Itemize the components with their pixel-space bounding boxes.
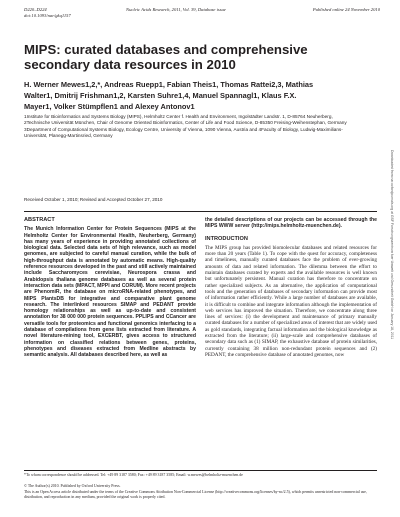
abstract-column: [24, 217, 196, 359]
copyright-notice: © The Author(s) 2010. Published by Oxford University Press.: [24, 484, 121, 488]
header-published-date: Published online 24 November 2010: [312, 7, 380, 12]
abstract-continuation: the detailed descriptions of our projects can be accessed through the MIPS WWW server (http://mips.helmholtz-muenchen.de).: [205, 217, 377, 230]
introduction-text: The MIPS group has provided biomolecular databases and related resources for more than 20 years (Table 1). To cope with the quest for accuracy, completeness and timeliness, manually curated databases face the problem of ever-growing amounts of data and related information. The dilemma between the effort to maintain databases curated by experts and the available resources is well known but unfortunately persistent. Manual curation has therefore to concentrate on rather specialized subjects. As an alternative, the application of computational tools and the generation of databases of secondary information can provide most of information rather efficiently. While a large number of databases are available, it is difficult to combine and integrate information although the implementation of web services has improved the situation. Therefore, we concentrate along three lines of services: (i) the development and maintenance of primary manually curated databases for a number of specialized areas of interest that are widely used as gold standards, integrating factual information and the biological knowledge as extracted from the literature; (ii) large-scale and comprehensive databases of secondary data such as (1) SIMAP, the exhaustive database of protein similarities, currently containing 38 million non-redundant protein sequences and (2) PEDANT, the comprehensive database of annotated genomes, now: [205, 244, 377, 358]
download-sidebar: [389, 150, 395, 380]
header-doi[interactable]: doi:10.1093/nar/gkq1157: [24, 13, 71, 18]
abstract-heading: ABSTRACT: [24, 217, 55, 223]
abstract-text: The Munich Information Center for Protein Sequences (MIPS at the Helmholtz Center for Environmental Health, Neuherberg, Germany) has many years of experience in providing annotated collections of biological data. Selected data sets of high relevance, such as model genomes, are subjected to careful manual curation, while the bulk of high-throughput data is annotated by automatic means. High-quality reference resources developed in the past and still actively maintained include Saccharomyces cerevisiae, Neurospora crassa and Arabidopsis thaliana genome databases as well as several protein interaction data sets (MPACT, MPPI and CORUM). More recent projects are PhenomiR, the database on microRNA-related phenotypes, and MIPS PlantsDB for integrative and comparative plant genome research. The interlinked resources SIMAP and PEDANT provide homology relationships as well as up-to-date and consistent annotation for 38 000 000 protein sequences. PPLIPS and CCancer are versatile tools for proteomics and functional genomics interfacing to a database of compilations from gene lists extracted from literature. A novel literature-mining tool, EXCERBT, gives access to structured information on classified relations between genes, proteins, phenotypes and diseases extracted from Medline abstracts by semantic analysis. All databases described here, as well as: [24, 226, 196, 359]
header-journal: Nucleic Acids Research, 2011, Vol. 39, Database issue: [126, 7, 226, 12]
affiliations: 1Institute for Bioinformatics and Systems Biology (MIPS), Helmholtz Center f. Health and Environment, Ingolstädter Landstr. 1, D-85764 Neuherberg, 2Technische Universität München, Chair of Genome Oriented Bioinformatics, Center of Life and Food Science, D-85350 Freising-Weihenstephan, Germany 3Department of Computational Systems Biology, Ecology Centre, University of Vienna, 1090 Vienna, Austria and 4Faculty of Biology, Ludwig-Maximilians-Universität, Planegg-Martinsried, Germany: [24, 114, 347, 139]
section-divider: [24, 211, 377, 212]
open-access-notice: This is an Open Access article distributed under the terms of the Creative Commons Attribution Non-Commercial License (http://creativecommons.org/licenses/by-nc/2.5), which permits unrestricted non-commercial use, distribution, and reproduction in any medium, provided the original work is properly cited.: [24, 490, 367, 499]
download-note: Downloaded from nar.oxfordjournals.org at GSF Forschungszentrum fuer Umwelt und Gesundheit GmbH on January 18, 2011: [390, 150, 394, 340]
header-pages: D220–D224: [24, 7, 47, 12]
received-dates: Received October 1, 2010; Revised and Accepted October 27, 2010: [24, 197, 163, 202]
author-list: H. Werner Mewes1,2,*, Andreas Ruepp1, Fabian Theis1, Thomas Rattei2,3, Mathias Walter1, Dmitrij Frishman1,2, Karsten Suhre1,4, Manuel Spannagl1, Klaus F.X. Mayer1, Volker Stümpflen1 and Alexey Antonov1: [24, 80, 314, 111]
introduction-heading: INTRODUCTION: [205, 235, 248, 242]
article-title: MIPS: curated databases and comprehensive secondary data resources in 2010: [24, 42, 308, 73]
correspondence-footnote: *To whom correspondence should be addressed. Tel: +49 89 3187 3580; Fax: +49 89 3187 3585; Email: w.mewes@helmholtz-muenchen.de: [24, 473, 243, 477]
body-column: [205, 217, 377, 358]
footnote-divider: [24, 470, 377, 471]
